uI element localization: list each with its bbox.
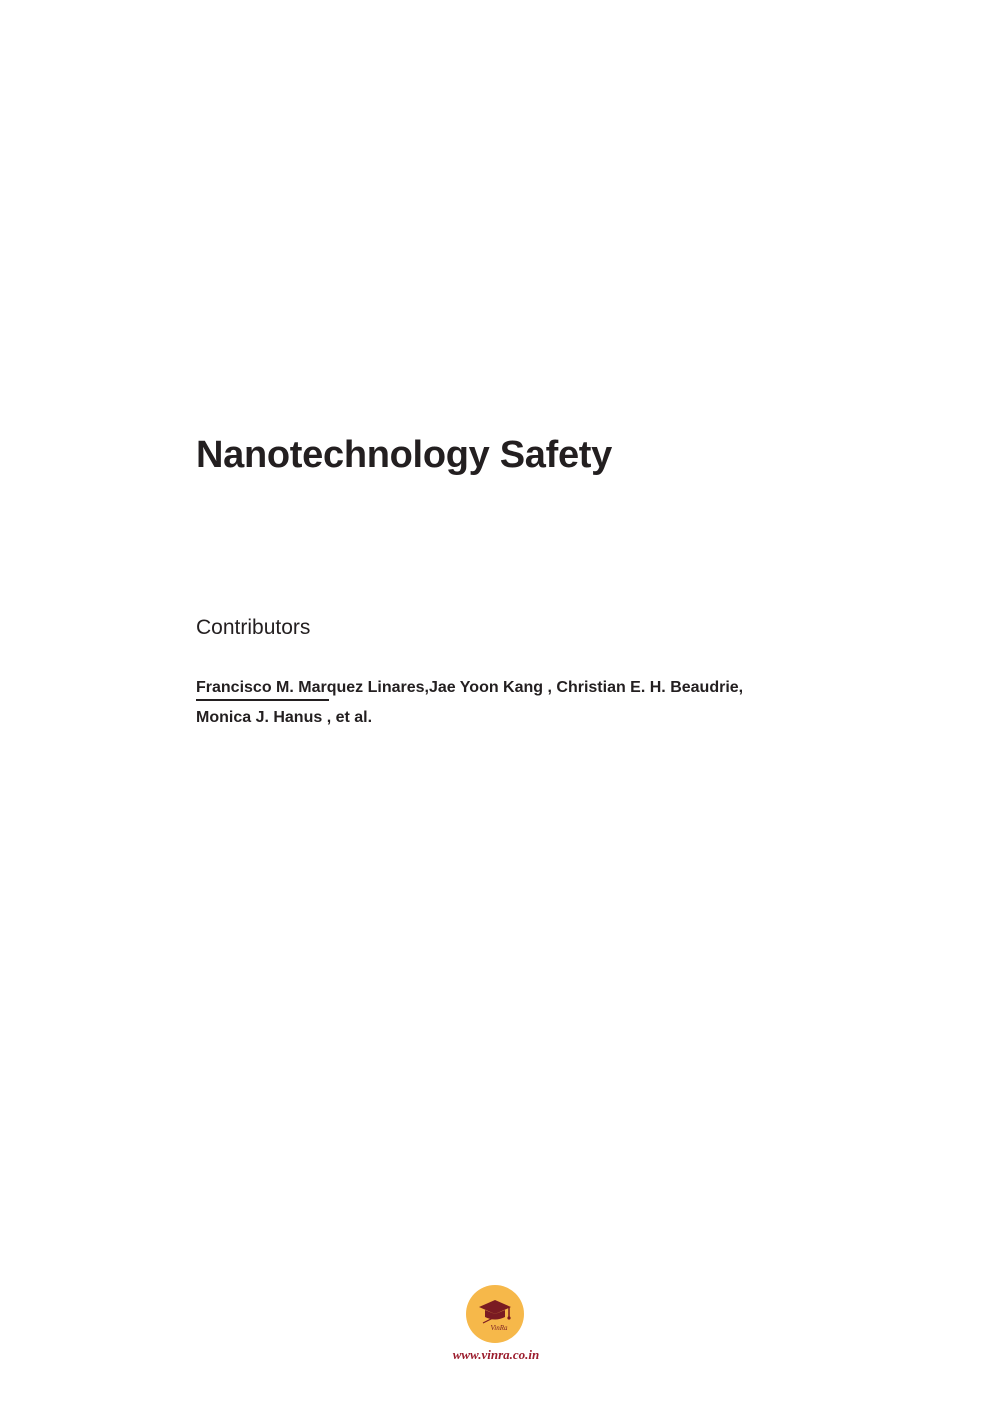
contributors-line-1: Francisco M. Marquez Linares,Jae Yoon Kang , Christian E. H. Beaudrie, (196, 679, 744, 696)
graduation-cap-icon (466, 1285, 524, 1343)
publisher-url[interactable]: www.vinra.co.in (452, 1347, 540, 1362)
logo-circle (466, 1285, 524, 1343)
contributors-line-2: Monica J. Hanus , et al. (196, 709, 373, 726)
book-title: Nanotechnology Safety (196, 434, 612, 476)
author-divider (196, 699, 329, 701)
logo-text: VinRa (490, 1324, 508, 1332)
contributors-heading: Contributors (196, 616, 311, 639)
contributors-list (196, 673, 743, 733)
publisher-logo (466, 1285, 524, 1343)
